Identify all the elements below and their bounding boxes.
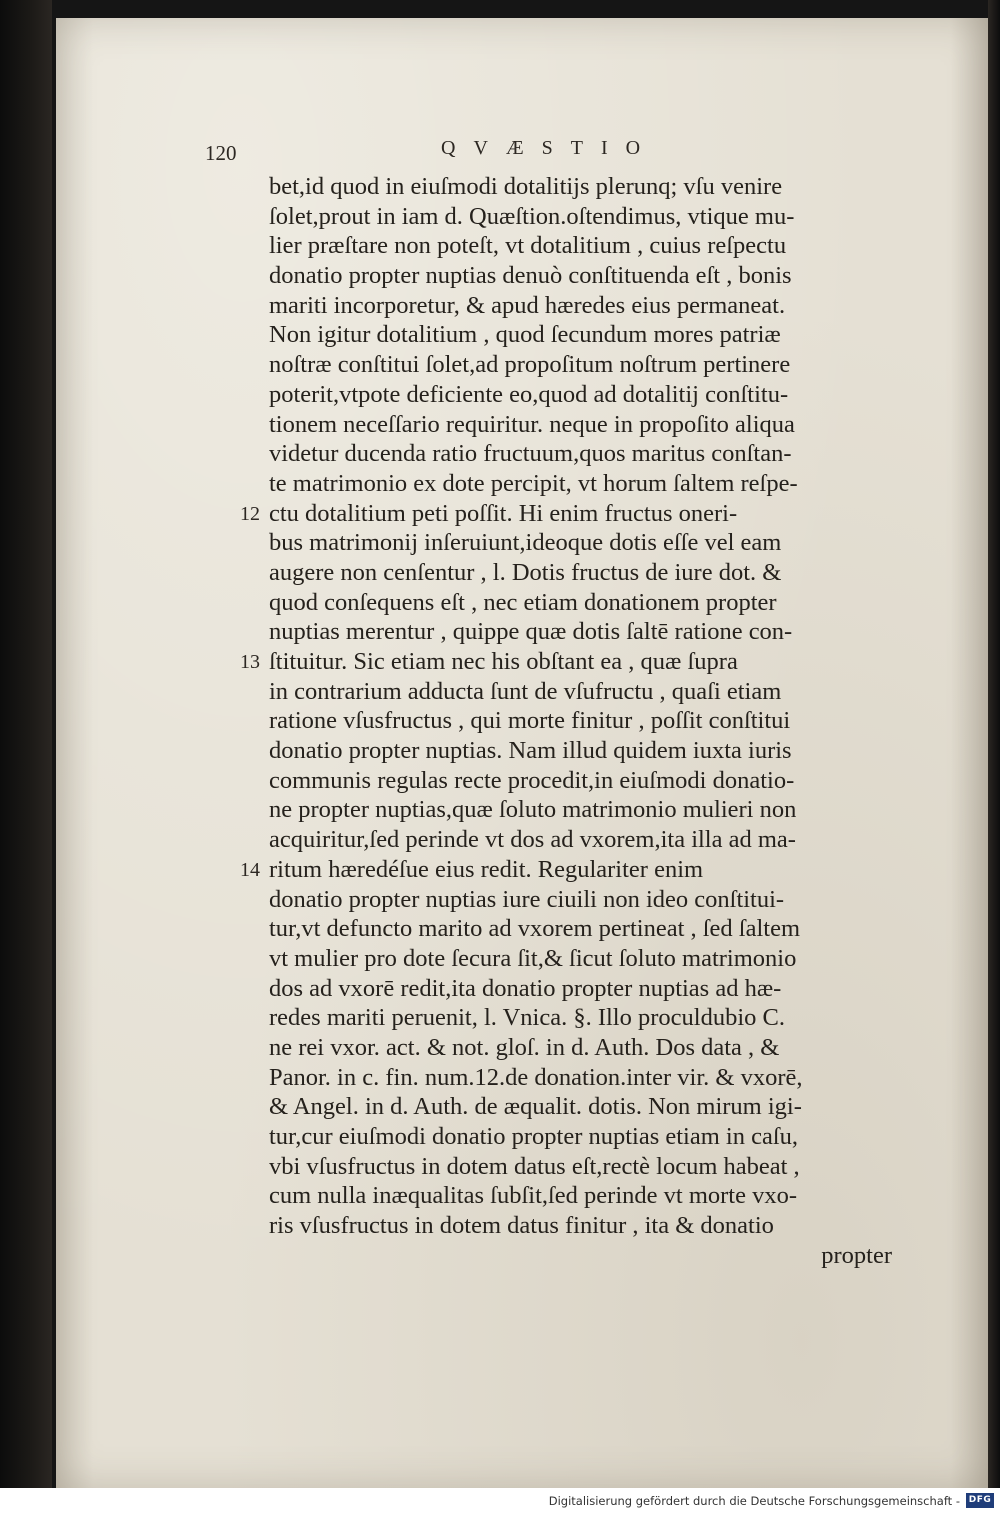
line-text: communis regulas recte procedit,in eiuſmodi donatio- [269,766,795,794]
text-line [212,410,892,440]
line-text: tur,vt defuncto marito ad vxorem pertineat , ſed ſaltem [269,915,801,943]
catchword: propter [821,1241,892,1269]
text-line [212,1003,892,1033]
text-line [212,766,892,796]
text-line [212,291,892,321]
line-text: in contrarium adducta ſunt de vſufructu , quaſi etiam [269,677,782,705]
text-line [212,617,892,647]
text-line [212,736,892,766]
line-text: poterit,vtpote deficiente eo,quod ad dotalitij conſtitu- [269,380,789,408]
text-line [212,172,892,202]
text-line [212,499,892,529]
line-text: bet,id quod in eiuſmodi dotalitijs plerunq; vſu venire [269,173,783,200]
line-text: ris vſusfructus in dotem datus finitur , ita & donatio [269,1212,774,1240]
page-header [205,125,725,165]
line-text: donatio propter nuptias denuò conſtituenda eſt , bonis [269,262,792,290]
catchword-line [212,1241,892,1271]
text-line [212,202,892,232]
text-line [212,261,892,291]
line-text: ratione vſusfructus , qui morte finitur , poſſit conſtitui [269,707,791,735]
line-text: videtur ducenda ratio fructuum,quos maritus conſtan- [269,440,792,468]
digitization-footer [0,1488,1000,1516]
text-line [212,647,892,677]
text-line [212,706,892,736]
line-text: acquiritur,ſed perinde vt dos ad vxorem,ita illa ad ma- [269,826,796,854]
text-line [212,795,892,825]
text-line [212,1152,892,1182]
line-text: ne propter nuptias,quæ ſoluto matrimonio mulieri non [269,796,797,824]
line-text: te matrimonio ex dote percipit, vt horum ſaltem reſpe- [269,469,798,497]
line-text: dos ad vxorē redit,ita donatio propter nuptias ad hæ- [269,974,782,1002]
text-line [212,1181,892,1211]
line-text: vbi vſusfructus in dotem datus eſt,rectè locum habeat , [269,1152,800,1180]
scan-edge-left [0,0,52,1488]
text-line [212,855,892,885]
text-line [212,350,892,380]
text-line [212,380,892,410]
text-line [212,974,892,1004]
line-text: tionem neceſſario requiritur. neque in propoſito aliqua [269,410,795,438]
dfg-logo-icon: DFG [966,1493,994,1508]
text-block [212,172,892,1270]
text-line [212,1063,892,1093]
line-text: ſolet,prout in iam d. Quæſtion.oſtendimus, vtique mu- [269,202,795,230]
line-text: mariti incorporetur, & apud hæredes eius permaneat. [269,291,786,319]
line-text: cum nulla inæqualitas ſubſit,ſed perinde vt morte vxo- [269,1182,798,1210]
text-line [212,677,892,707]
text-line [212,231,892,261]
marginal-number: 13 [240,651,260,673]
line-text: ctu dotalitium peti poſſit. Hi enim fructus oneri- [269,499,738,527]
text-line [212,885,892,915]
line-text: nuptias merentur , quippe quæ dotis ſaltē ratione con- [269,618,793,646]
line-text: noſtræ conſtitui ſolet,ad propoſitum noſtrum pertinere [269,351,791,379]
marginal-number: 14 [240,858,260,881]
line-text: ne rei vxor. act. & not. gloſ. in d. Auth. Dos data , & [269,1033,780,1061]
text-line [212,1122,892,1152]
text-line [212,469,892,499]
text-line [212,1211,892,1241]
line-text: augere non cenſentur , l. Dotis fructus de iure dot. & [269,558,782,586]
funding-credit: Digitalisierung gefördert durch die Deutsche Forschungsgemeinschaft - [548,1494,960,1508]
running-head: QVÆSTIO [441,137,659,159]
line-text: Panor. in c. fin. num.12.de donation.inter vir. & vxorē, [269,1063,803,1091]
line-text: tur,cur eiuſmodi donatio propter nuptias etiam in caſu, [269,1123,799,1150]
line-text: donatio propter nuptias iure ciuili non ideo conſtitui- [269,885,785,913]
line-text: vt mulier pro dote ſecura ſit,& ſicut ſoluto matrimonio [269,944,797,972]
line-text: donatio propter nuptias. Nam illud quidem iuxta iuris [269,737,792,765]
text-line [212,528,892,558]
text-line [212,914,892,944]
text-line [212,944,892,974]
text-line [212,320,892,350]
page-number: 120 [205,141,237,165]
line-text: ritum hæredéſue eius redit. Regulariter enim [269,855,704,883]
text-line [212,1033,892,1063]
text-line [212,558,892,588]
marginal-number: 12 [240,502,260,525]
text-line [212,439,892,469]
scan-edge-right [988,0,1000,1488]
line-text: redes mariti peruenit, l. Vnica. §. Illo proculdubio C. [269,1004,785,1032]
line-text: & Angel. in d. Auth. de æqualit. dotis. Non mirum igi- [269,1093,802,1121]
line-text: Non igitur dotalitium , quod ſecundum mores patriæ [269,321,781,349]
text-line [212,825,892,855]
line-text: bus matrimonij inſeruiunt,ideoque dotis eſſe vel eam [269,529,782,557]
text-line [212,588,892,618]
text-line [212,1092,892,1122]
line-text: quod conſequens eſt , nec etiam donationem propter [269,588,777,616]
line-text: lier præſtare non poteſt, vt dotalitium , cuius reſpectu [269,232,787,260]
line-text: ſtituitur. Sic etiam nec his obſtant ea , quæ ſupra [269,648,738,675]
